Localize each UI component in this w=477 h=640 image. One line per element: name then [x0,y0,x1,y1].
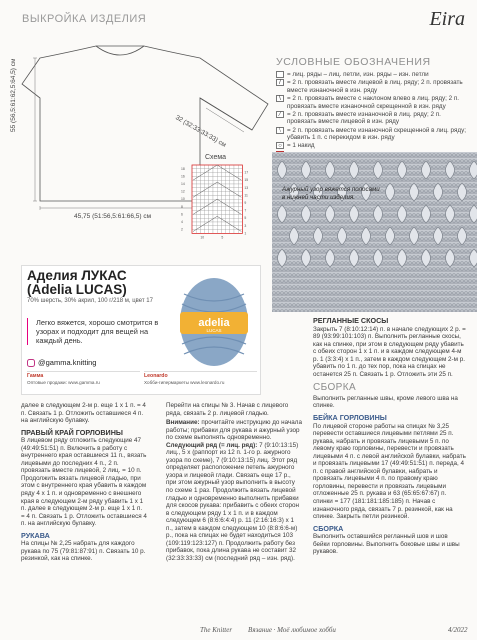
sleeve-text: На спицы № 2,25 набрать для каждого рукава по 75 (79:81:87:91) п. Связать 10 р. резинкой, как на спинке. [21,540,146,563]
chart-cell [234,195,238,199]
chart-cell [200,169,204,173]
chart-cell [196,203,200,207]
chart-cell [230,165,234,169]
chart-cell [205,211,209,215]
skein-brand: adelia [198,317,230,329]
chart-row-number: 1 [244,231,247,236]
section-title: ВЫКРОЙКА ИЗДЕЛИЯ [22,13,147,25]
note-text: прочитайте инструкцию до начала работы; прибавки для рукава и ажурный узор по схеме выполнять одновременно. [166,419,302,442]
chart-cell [192,207,196,211]
chart-cell [217,230,221,234]
chart-cell [217,188,221,192]
chart-cell [213,195,217,199]
chart-cell [217,211,221,215]
chart-cell [234,222,238,226]
chart-cell [200,180,204,184]
chart-cell [213,211,217,215]
chart-cell [196,214,200,218]
chart-cell [230,199,234,203]
chart-cell [217,195,221,199]
chart-row-number: 13 [244,185,249,190]
chart-cell [221,195,225,199]
chart-cell [230,195,234,199]
legend [276,56,471,159]
chart-cell [234,165,238,169]
chart-row-number: 7 [244,208,247,213]
chart-cell [217,173,221,177]
chart-row-number: 11 [244,193,248,198]
chart-cell [209,180,213,184]
chart-cell [196,195,200,199]
chart-column-number: 5 [221,235,224,240]
chart-cell [196,230,200,234]
neck-heading: ПРАВЫЙ КРАЙ ГОРЛОВИНЫ [21,427,123,437]
chart-row-number: 16 [181,174,185,179]
page-number: 4/2022 [448,626,468,634]
chart-cell [226,176,230,180]
p2tog-tbl-symbol-icon: ⧵ [276,127,284,134]
chart-cell [226,211,230,215]
chart-cell [213,207,217,211]
chart-cell [234,230,238,234]
chart-cell [200,184,204,188]
chart-row-number: 17 [244,170,249,175]
chart-cell [234,188,238,192]
chart-cell [217,203,221,207]
chart-cell [200,195,204,199]
chart-cell [200,211,204,215]
assembly-heading: СБОРКА [313,382,357,394]
chart-cell [238,184,242,188]
chart-cell [205,214,209,218]
chart-cell [196,180,200,184]
footer-mid: Вязание · Моё любимое хобби [248,626,336,634]
neck-text: В лицевом ряду отложить следующие 47 (49:49:51:51) п. Включить в работу с внутреннего края оставшиеся 11 п., вязать лицевыми до последних 4 п., 2 п. провязать вместе лицевой, 2 лиц. = 10 п. Продолжить вязать лицевой гладью, при этом с внутреннего края убавить в каждом ряду 4 х 1 п. и одновременно с внешнего края в следующем 2-м ряду убавить 1 х 1 п. далее в следующем 2-м р. еще 1 х 1 п. = 4 п. Связать 1 р. Отложить оставшиеся 4 п. на английскую булавку. [21,437,147,528]
chart-cell [217,226,221,230]
skein-sub: LUCAS [206,328,222,333]
yarn-skein-image [172,274,256,370]
chart-cell [209,214,213,218]
chart-cell [230,230,234,234]
chart-cell [196,222,200,226]
chart-cell [192,173,196,177]
footer-left: The Knitter [200,626,233,634]
chart-row-number: 2 [181,227,183,232]
right-column [313,317,466,556]
chart-cell [196,165,200,169]
chart-cell [200,222,204,226]
chart-cell [192,203,196,207]
chart-cell [209,222,213,226]
chart-cell [209,192,213,196]
yarn-advertisement [21,265,261,395]
chart-cell [192,165,196,169]
chart-cell [217,222,221,226]
chart-cell [221,203,225,207]
chart-cell [192,218,196,222]
chart-cell [238,165,242,169]
next-row-label: Следующий ряд (= лиц. ряд): [166,441,258,449]
chart-cell [196,218,200,222]
chart-cell [230,222,234,226]
chart-cell [221,173,225,177]
instagram-handle[interactable]: @gamma.knitting [27,358,96,367]
chart-cell [200,188,204,192]
chart-cell [192,184,196,188]
chart-cell [192,169,196,173]
chart-cell [205,218,209,222]
chart-cell [205,195,209,199]
chart-cell [238,207,242,211]
chart-row-number: 10 [181,197,185,202]
left-intro: далее в следующем 2-м р. еще 1 х 1 п. = 4 п. Связать 1 р. Отложить оставшиеся 4 п. на английскую булавку. [21,402,146,425]
chart-cell [209,173,213,177]
ssk-symbol-icon: \ [276,95,284,102]
chart-row-number: 6 [181,212,183,217]
chart-cell [209,169,213,173]
chart-cell [221,214,225,218]
chart-cell [200,214,204,218]
chart-cell [213,203,217,207]
chart-cell [221,176,225,180]
note-label: Внимание: [166,419,200,427]
p2tog-symbol-icon: ⁄ [276,111,284,118]
chart-cell [230,214,234,218]
chart-cell [234,218,238,222]
knit-symbol-icon [276,71,284,78]
chart-row-number: 3 [244,223,247,228]
chart-cell [234,184,238,188]
chart-cell [226,180,230,184]
chart-cell [226,218,230,222]
chart-cell [213,169,217,173]
chart-cell [221,169,225,173]
yarn-over-symbol-icon: ○ [276,142,284,149]
chart-cell [213,176,217,180]
chart-cell [221,222,225,226]
legend-item: ⁄ = 2 п. провязать вместе изнаночной в лиц. ряду; 2 п. провязать вместе лицевой в изн. ряду [276,111,471,126]
knitting-chart [180,162,270,242]
chart-cell [196,184,200,188]
chart-cell [209,226,213,230]
chart-row-number: 5 [244,216,247,221]
chart-cell [226,230,230,234]
legend-item: ⧵ = 2 п. провязать вместе изнаночной скрещенной в лиц. ряду; убавить 1 п. с перекидом в изн. ряду [276,127,471,142]
store-item: Leonardo Хобби-гипермаркеты www.leonardo.ru [144,371,257,393]
ad-slogan: Легко вяжется, хорошо смотрится в узорах и подходит для вещей на каждый день. [27,318,167,345]
chart-cell [192,192,196,196]
chart-cell [230,176,234,180]
middle-column [166,402,302,562]
chart-cell [221,207,225,211]
ad-title: Аделия ЛУКАС (Adelia LUCAS) [27,268,127,297]
store-item: Гамма Оптовые продажи: www.gamma.ru [27,371,140,393]
ad-spec: 70% шерсть, 30% акрил, 100 г/218 м, цвет 17 [27,298,153,304]
chart-cell [230,211,234,215]
chart-cell [238,214,242,218]
chart-row-number: 9 [244,201,247,205]
chart-cell [213,188,217,192]
chart-cell [238,173,242,177]
chart-cell [205,207,209,211]
chart-cell [221,230,225,234]
chart-cell [205,176,209,180]
chart-cell [196,188,200,192]
chart-cell [217,176,221,180]
chart-cell [221,192,225,196]
instagram-icon [27,359,35,367]
chart-cell [230,169,234,173]
chart-cell [213,222,217,226]
legend-item: \ = 2 п. провязать вместе с наклоном влево в лиц. ряду; 2 п. провязать вместе изнаночной скрещенной в изн. ряду [276,95,471,110]
chart-cell [230,180,234,184]
chart-cell [209,188,213,192]
chart-cell [192,180,196,184]
chart-cell [205,173,209,177]
chart-cell [226,192,230,196]
chart-cell [213,230,217,234]
chart-cell [238,203,242,207]
chart-cell [238,169,242,173]
legend-item: = лиц. ряды – лиц. петли, изн. ряды – изн. петли [276,71,471,79]
chart-cell [192,226,196,230]
chart-cell [234,169,238,173]
chart-cell [209,195,213,199]
chart-row-number: 8 [181,204,183,209]
chart-cell [221,211,225,215]
chart-cell [192,188,196,192]
chart-cell [205,184,209,188]
chart-cell [192,214,196,218]
store-list [27,371,257,393]
chart-cell [226,173,230,177]
chart-column-number: 10 [200,235,205,240]
chart-cell [209,176,213,180]
collar-heading: БЕЙКА ГОРЛОВИНЫ [313,413,387,423]
chart-cell [196,199,200,203]
collar-text: По лицевой стороне работы на спицах № 3,25 перевести оставшиеся лицевыми петлями 25 п. рукава, набрать и провязать лицевыми 5 п. по левому краю горловины, перевести и провязать лицевыми 4 п. с левой английской булавки, набрать и провязать лицевыми 17 (49:49:51:51) п. переда, 4 п. с правой английской булавки, набрать и провязать лицевыми 4 п. по правому краю горловины, перевести и провязать лицевыми отложенные 25 п. рукава и 63 (65:65:67:67) п. спинки = 177 (181:181:185:185) п. Начав с изнаночного ряда, связать 7 р. резинкой, как на спинке. Закрыть петли резинкой. [313,422,466,521]
chart-cell [213,173,217,177]
chart-cell [238,222,242,226]
chart-cell [217,207,221,211]
chart-cell [238,188,242,192]
chart-cell [217,169,221,173]
chart-cell [209,230,213,234]
chart-cell [226,207,230,211]
photo-caption: Ажурный узор вяжется полосами в нижней части изделия. [282,186,380,201]
assembly-text: Выполнить регланные швы, кроме левого шва на спинке. [313,394,458,410]
width-label: 45,75 (51:56,5:61:66,5) см [74,213,152,220]
chart-cell [200,230,204,234]
chart-cell [230,218,234,222]
left-column [21,402,147,563]
chart-cell [196,169,200,173]
chart-cell [238,226,242,230]
chart-cell [209,211,213,215]
next-row-text: 7 (9:10:13:15) лиц., 5 х (раппорт из 12 п. 1-го р. ажурного узора по схеме), 7 (9:10:13:15) лиц. Этот ряд определяет расположение петель ажурного узора и лицевой глади. Связать еще 17 р., при этом ажурный узор выполнить в высоту по схеме 1 раз. Продолжить вязать лицевой гладью и одновременно выполнить прибавки для скосов рукава: прибавить с обеих сторон в следующем ряду 1 х 1 п. и в каждом следующем 6 (8:6:6:4:4) р. 11 (2:16:16:3) х 1 п., затем в каждом следующем 10 (8:8:6:6-м) р., пока на спицах не будет находиться 103 (109:119:123:127) п. Продолжить работу без прибавок, пока длина рукава не составит 32 (32:33:33:33) см (последний ряд – изн. ряд). [166,441,300,562]
chart-cell [200,176,204,180]
chart-cell [238,218,242,222]
chart-cell [200,203,204,207]
chart-cell [192,222,196,226]
raglan-heading: РЕГЛАННЫЕ СКОСЫ [313,316,389,325]
chart-row-number: 18 [181,166,185,171]
raglan-text: Закрыть 7 (8:10:12:14) п. в начале следующих 2 р. = 89 (93:99:101:103) п. Выполнить регланные скосы, как на спинке, при этом в следующем ряду убавить с обеих сторон 1 х 1 п. и в каждом следующем 4-м р. 1 (3:3:4) х 1 п., затем в каждом следующем 2-м р. убавить по 1 п. до тех пор, пока на спицах не останется 25 п. Связать 1 р. Отложить эти 25 п. [313,325,466,378]
chart-cell [230,184,234,188]
sleeve-label: 32 (32:33:33:33) см [174,114,228,149]
chart-cell [200,218,204,222]
chart-cell [234,199,238,203]
chart-cell [205,180,209,184]
mid-text1: Перейти на спицы № 3. Начав с лицевого ряда, связать 2 р. лицевой гладью. [166,402,289,417]
chart-cell [205,230,209,234]
chart-row-number: 4 [181,220,183,224]
chart-cell [226,165,230,169]
chart-cell [200,165,204,169]
chart-cell [226,214,230,218]
chart-cell [200,199,204,203]
sleeve-heading: РУКАВА [21,530,50,540]
chart-cell [234,214,238,218]
chart-cell [205,192,209,196]
chart-cell [230,203,234,207]
assembly2-heading: СБОРКА [313,523,344,533]
chart-row-number: 12 [181,189,185,194]
chart-cell [234,180,238,184]
chart-cell [217,192,221,196]
chart-cell [205,165,209,169]
chart-cell [238,180,242,184]
height-label: 55 (56,5:61:62,5:64,5) см [10,58,17,132]
chart-cell [209,207,213,211]
chart-cell [205,199,209,203]
lace-photo [272,152,477,312]
chart-cell [192,199,196,203]
chart-cell [213,192,217,196]
chart-cell [209,203,213,207]
brand-title: Eira [429,8,465,30]
page-footer [0,624,477,638]
chart-cell [205,226,209,230]
chart-cell [238,192,242,196]
legend-item: ○ = 1 накид [276,142,471,150]
legend-title: УСЛОВНЫЕ ОБОЗНАЧЕНИЯ [276,56,431,68]
chart-cell [226,199,230,203]
chart-cell [226,195,230,199]
chart-cell [226,226,230,230]
chart-cell [234,203,238,207]
chart-row-number: 14 [181,182,185,186]
chart-cell [230,188,234,192]
legend-item: / = 2 п. провязать вместе лицевой в лиц. ряду; 2 п. провязать вместе изнаночной в изн. ряду [276,79,471,94]
assembly2-text: Выполнить оставшийся регланный шов и шов бейки горловины. Выполнить боковые швы и швы рукавов. [313,533,460,556]
chart-row-number: 15 [244,178,249,183]
k2tog-symbol-icon: / [276,79,284,86]
chart-cell [238,199,242,203]
chart-cell [221,188,225,192]
chart-cell [226,184,230,188]
chart-cell [221,180,225,184]
chart-cell [213,226,217,230]
chart-title: Схема [205,154,227,161]
chart-cell [221,226,225,230]
